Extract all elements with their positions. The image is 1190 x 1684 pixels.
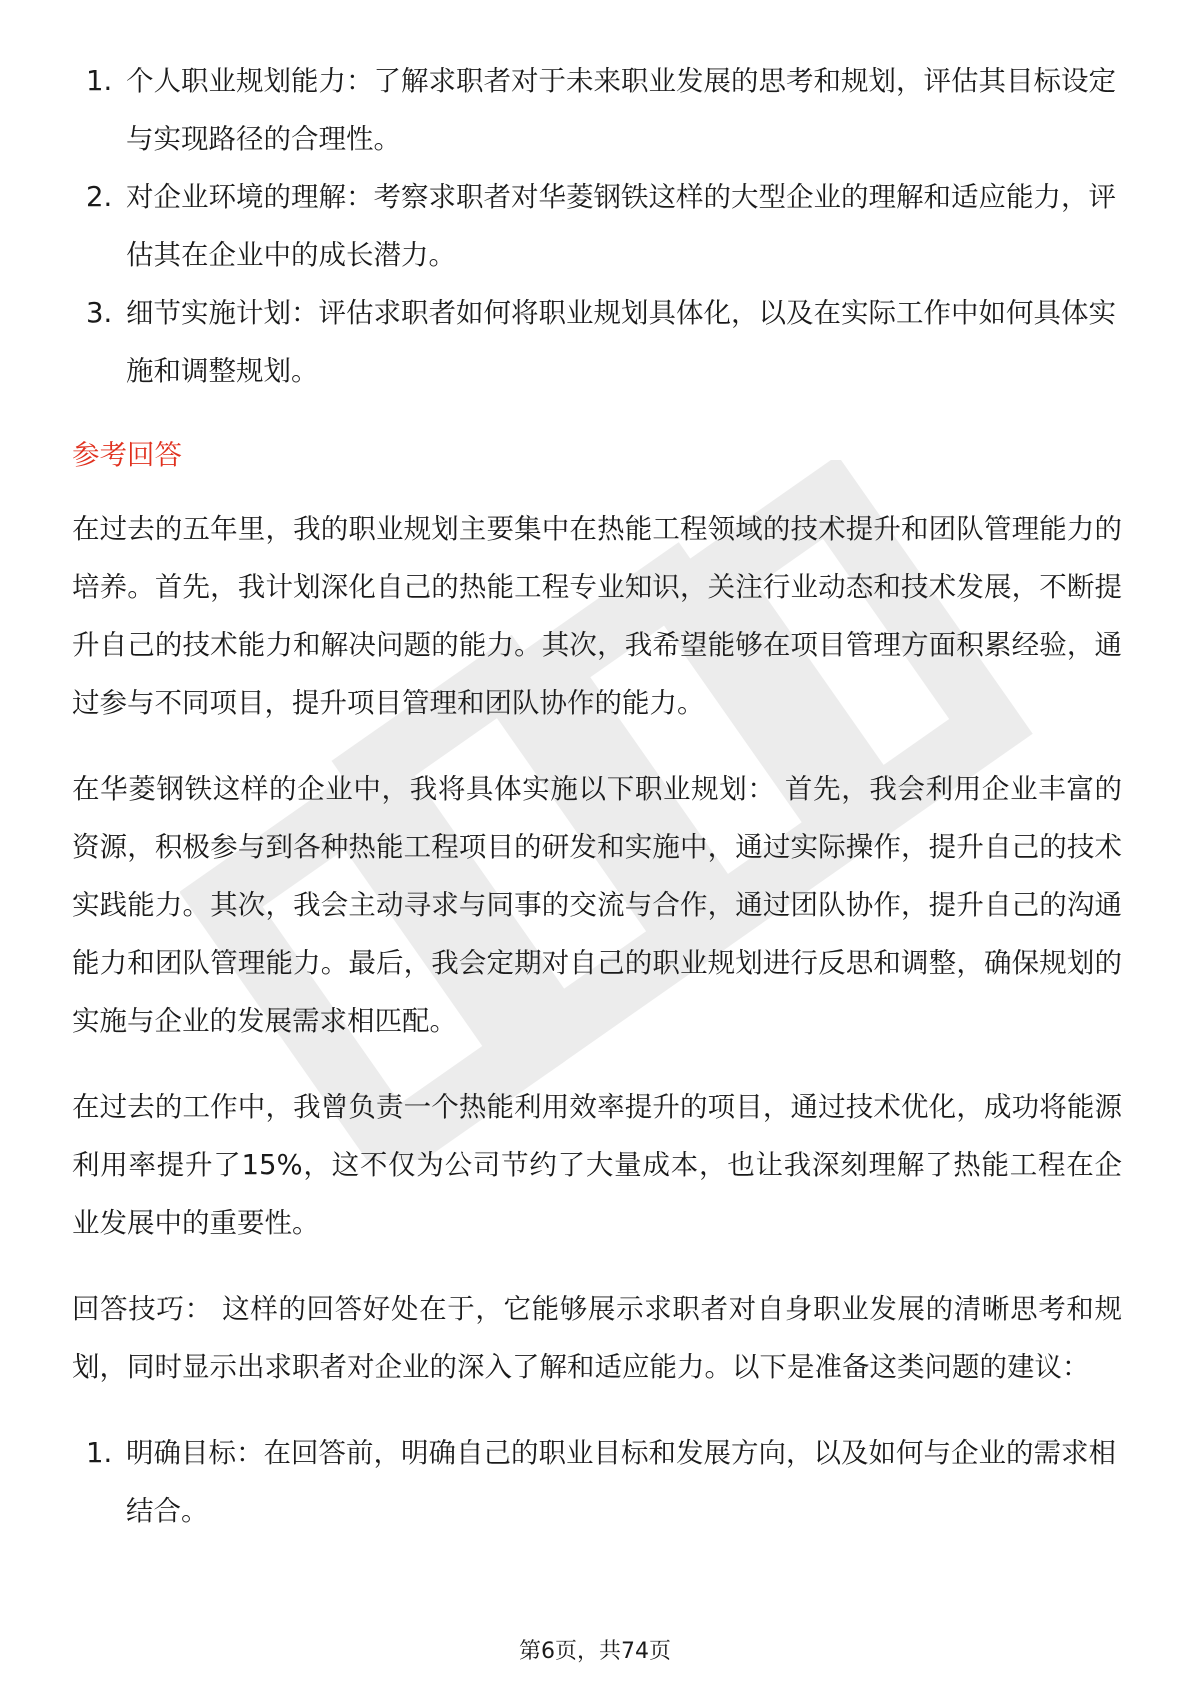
list-item-text: 个人职业规划能力：了解求职者对于未来职业发展的思考和规划，评估其目标设定与实现路径的合理性。 [126,65,1116,155]
list-item [72,284,1122,400]
criteria-list [72,52,1122,400]
list-number: 1. [86,65,113,97]
list-number: 2. [86,181,113,213]
list-item [72,52,1122,168]
tips-list [72,1424,1122,1540]
list-item-text: 对企业环境的理解：考察求职者对华菱钢铁这样的大型企业的理解和适应能力，评估其在企业中的成长潜力。 [126,181,1116,271]
list-item-text: 细节实施计划：评估求职者如何将职业规划具体化，以及在实际工作中如何具体实施和调整规划。 [126,297,1116,387]
answer-paragraph: 在过去的工作中，我曾负责一个热能利用效率提升的项目，通过技术优化，成功将能源利用率提升了15%，这不仅为公司节约了大量成本，也让我深刻理解了热能工程在企业发展中的重要性。 [72,1091,1122,1239]
list-number: 3. [86,297,113,329]
page-footer: 第6页，共74页 [519,1639,671,1664]
list-item-text: 明确目标：在回答前，明确自己的职业目标和发展方向，以及如何与企业的需求相结合。 [126,1437,1116,1527]
list-item [72,168,1122,284]
document-page [72,52,1122,1540]
list-number: 1. [86,1437,113,1469]
reference-answer-heading: 参考回答 [72,439,182,471]
answer-paragraph: 在华菱钢铁这样的企业中，我将具体实施以下职业规划： 首先，我会利用企业丰富的资源，积极参与到各种热能工程项目的研发和实施中，通过实际操作，提升自己的技术实践能力。其次，我会主动寻求与同事的交流与合作，通过团队协作，提升自己的沟通能力和团队管理能力。最后，我会定期对自己的职业规划进行反思和调整，确保规划的实施与企业的发展需求相匹配。 [72,773,1122,1037]
list-item [72,1424,1122,1540]
tips-paragraph: 回答技巧： 这样的回答好处在于，它能够展示求职者对自身职业发展的清晰思考和规划，同时显示出求职者对企业的深入了解和适应能力。以下是准备这类问题的建议： [72,1293,1122,1383]
answer-paragraph: 在过去的五年里，我的职业规划主要集中在热能工程领域的技术提升和团队管理能力的培养。首先，我计划深化自己的热能工程专业知识，关注行业动态和技术发展，不断提升自己的技术能力和解决问题的能力。其次，我希望能够在项目管理方面积累经验，通过参与不同项目，提升项目管理和团队协作的能力。 [72,513,1122,719]
